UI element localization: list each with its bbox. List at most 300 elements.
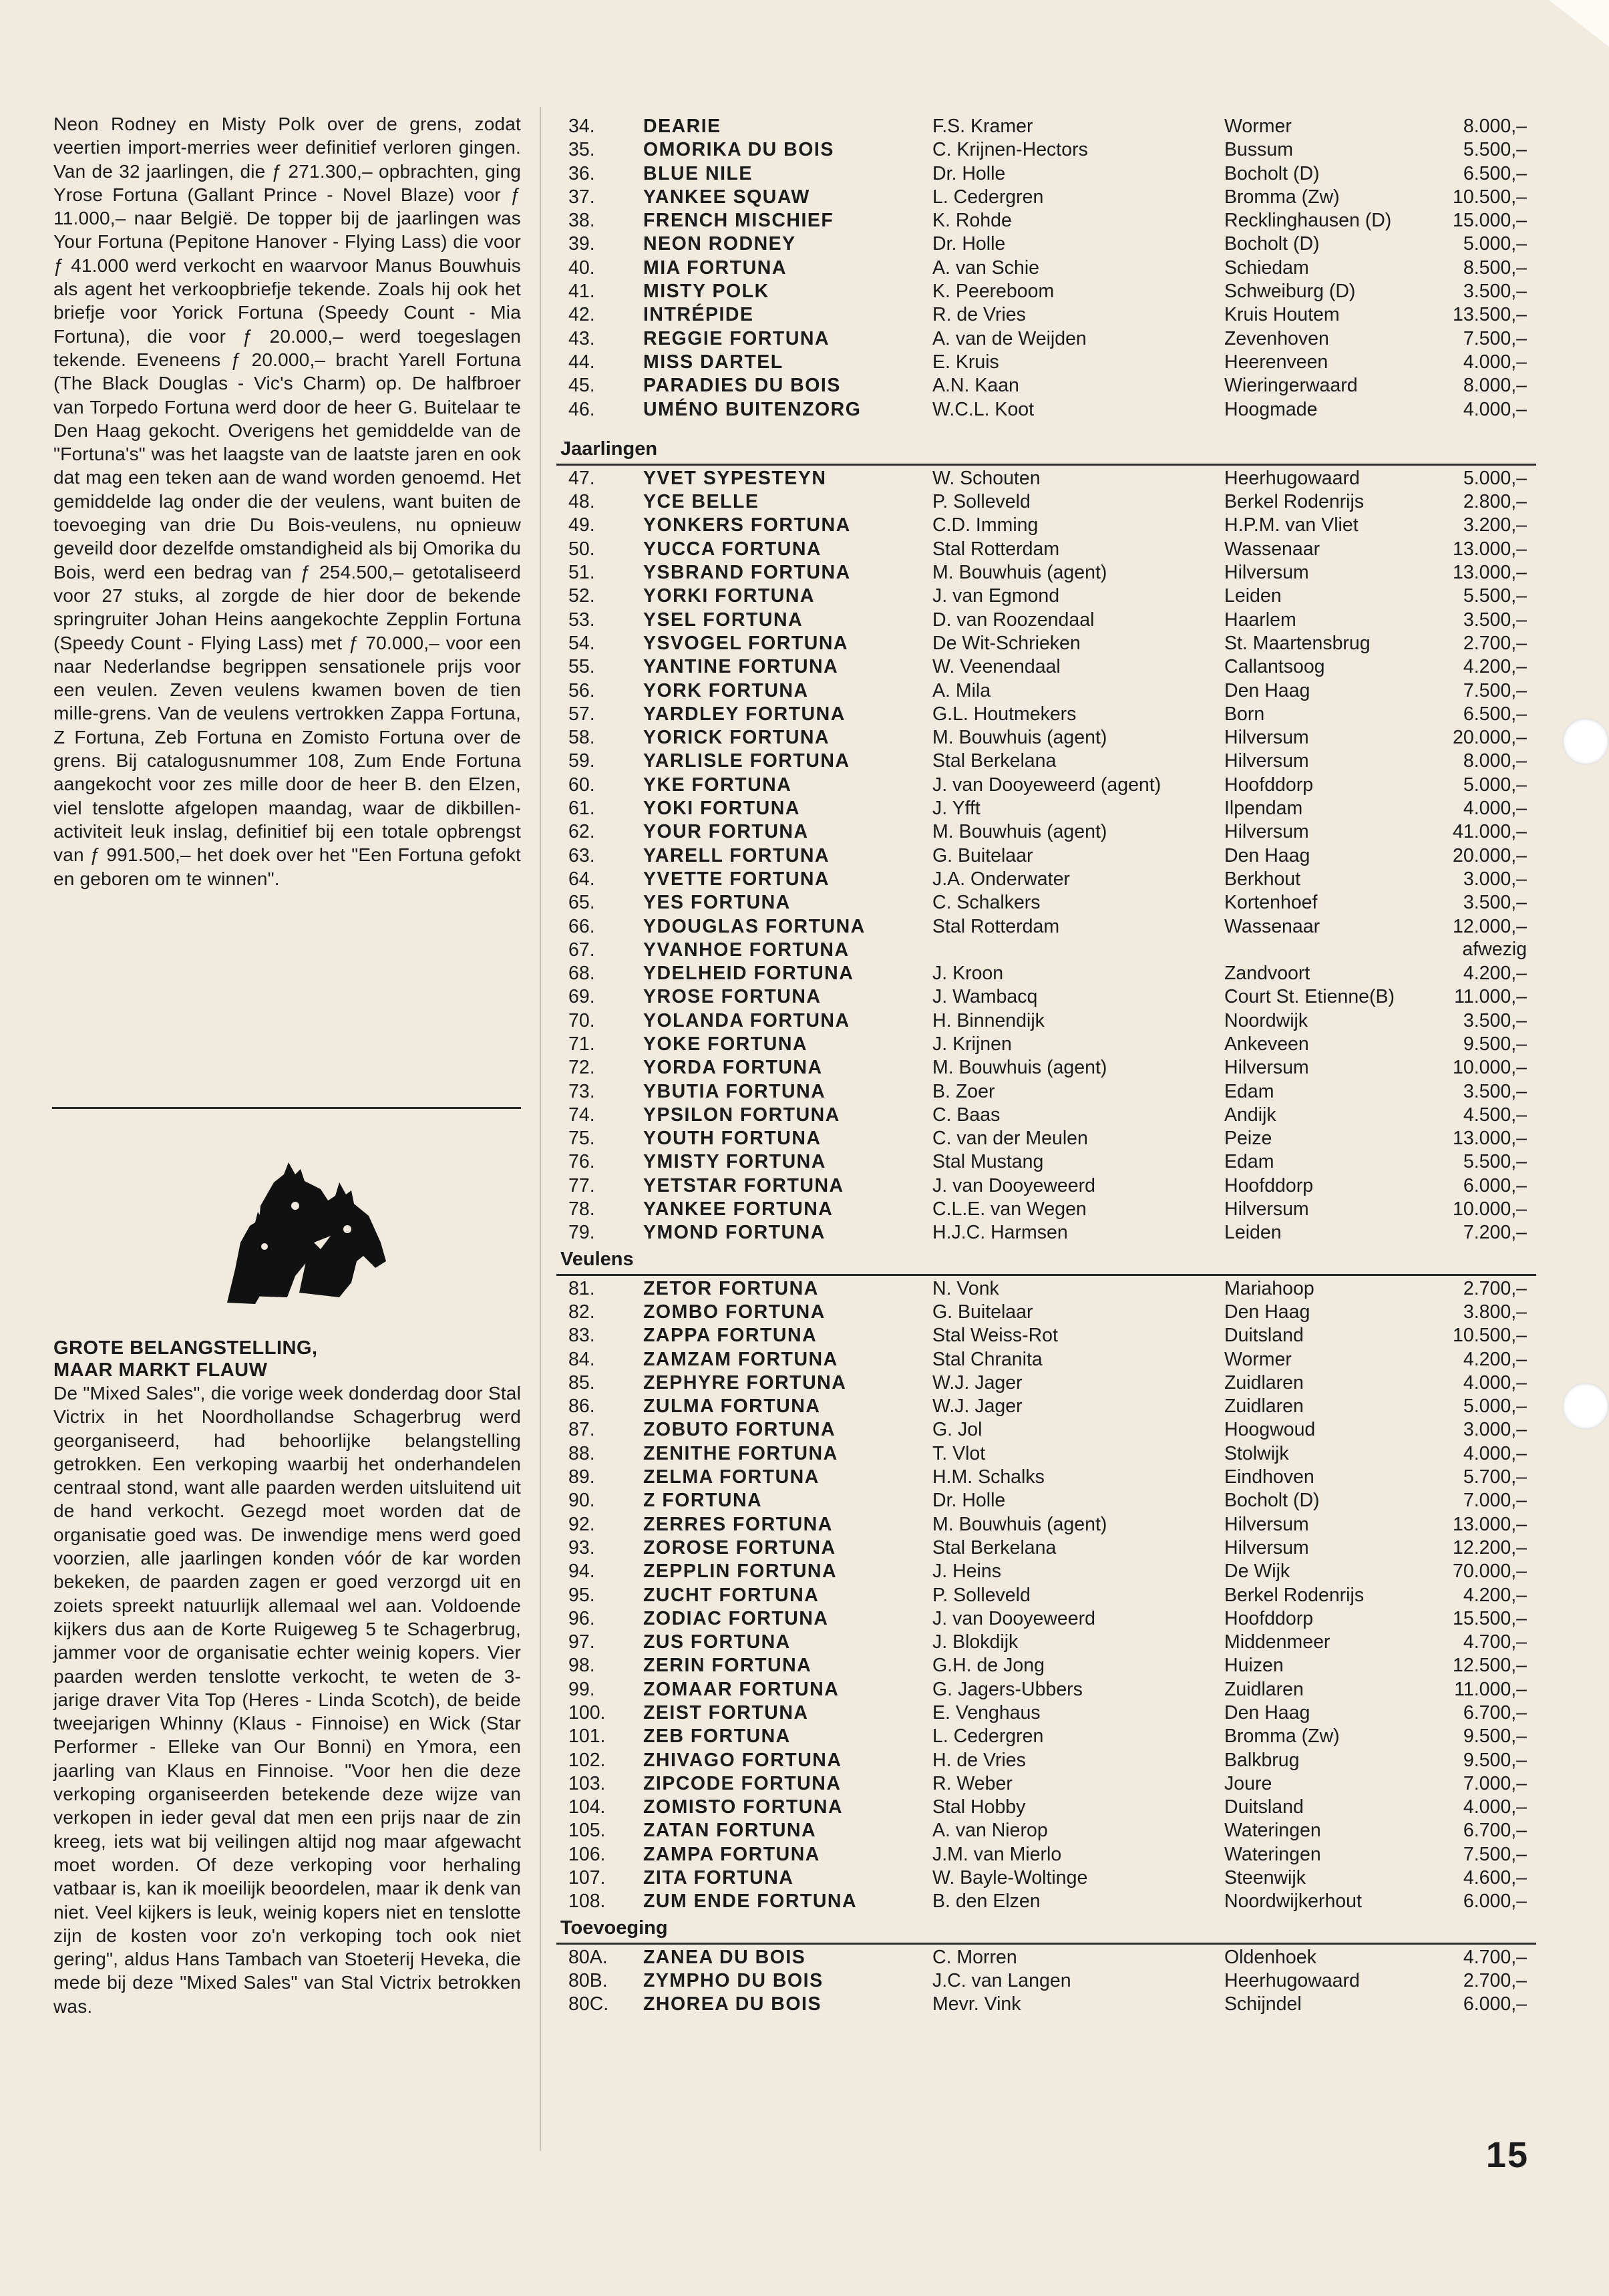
lot-number: 38. [568,210,595,232]
table-row [556,561,1536,585]
buyer-name: H. Binnendijk [932,1009,1045,1031]
sale-price: 4.200,– [1463,656,1527,678]
buyer-place: Edam [1224,1151,1274,1173]
horse-name: YOUR FORTUNA [643,821,809,843]
lot-number: 99. [568,1678,595,1700]
table-row [556,1033,1536,1056]
sale-price: 8.000,– [1463,375,1527,397]
buyer-name: Dr. Holle [932,233,1006,255]
sale-price: 7.000,– [1463,1490,1527,1512]
horse-name: ZENITHE FORTUNA [643,1442,838,1464]
lot-number: 106. [568,1843,606,1865]
buyer-place: Schweiburg (D) [1224,281,1356,303]
intro-text: Neon Rodney en Misty Polk over de grens, zodat veertien import-merries weer definitief verloren gingen. Van de 32 jaarlingen, die ƒ 271.300,– opbrachten, ging Yrose Fortuna (Gallant Prince - Novel Blaze) voor ƒ 11.000,– naar België. De topper bij de jaarlingen was Your Fortuna (Pepitone Hanover - Flying Lass) die voor ƒ 41.000 werd verkocht en waarvoor Manus Bouwhuis als agent het verkoopbriefje tekende. Zoals hij ook het briefje voor Yorick Fortuna (Speedy Count - Mia Fortuna), die voor ƒ 20.000,– werd toegeslagen tekende. Eveneens ƒ 20.000,– bracht Yarell Fortuna (The Black Douglas - Vic's Charm) op. De halfbroer van Torpedo Fortuna werd door de heer G. Buitelaar te Den Haag gekocht. Overigens het gemiddelde van de "Fortuna's" was het laagste van de laatste jaren en ook dat mag een teken aan de wand worden genoemd. Het gemiddelde lag onder die der veulens, want buiten de toevoeging van drie Du Bois-veulens, nu opnieuw geveild door dezelfde omstandigheid als bij Omorika du Bois, werd een bedrag van ƒ 254.500,– getotaliseerd voor 27 stuks, al zorgde de hier door de bekende springruiter Johan Heins aangekochte Zepplin Fortuna (Speedy Count - Flying Lass) met ƒ 70.000,– voor een naar Nederlandse begrippen sensationele prijs voor een veulen. Zeven veulens kwamen boven de tien mille-grens. Van de veulens vertrokken Zappa Fortuna, Z Fortuna, Zeb Fortuna en Zomisto Fortuna over de grens. Bij catalogusnummer 108, Zum Ende Fortuna aangekocht voor zes mille door de heer B. den Elzen, viel tenslotte afgelopen maandag, waar de dikbillen-activiteit leuk inslag, definitief bij een totale opbrengst van ƒ 991.500,– het doek over het "Een Fortuna gefokt en geboren om te winnen". [53,114,521,889]
sale-price: 10.500,– [1453,186,1527,208]
table-row [556,257,1536,280]
sale-price: 2.700,– [1463,632,1527,654]
table-row [556,1584,1536,1607]
horse-name: UMÉNO BUITENZORG [643,398,862,420]
buyer-place: Hoofddorp [1224,1607,1314,1629]
table-row [556,138,1536,162]
horse-name: ZUM ENDE FORTUNA [643,1891,858,1913]
table-row [556,538,1536,561]
table-row [556,1536,1536,1560]
buyer-name: C. Morren [932,1946,1017,1968]
sale-price: 4.700,– [1463,1946,1527,1968]
sale-price: 3.500,– [1463,1009,1527,1031]
buyer-place: Bromma (Zw) [1224,1726,1340,1748]
horse-name: YORDA FORTUNA [643,1057,823,1079]
buyer-name: W.J. Jager [932,1396,1023,1418]
lot-number: 46. [568,398,595,420]
table-row [556,280,1536,303]
buyer-name: J. Krijnen [932,1033,1012,1055]
buyer-name: C.D. Imming [932,514,1039,536]
buyer-place: Wassenaar [1224,538,1320,560]
buyer-place: Hoogwoud [1224,1419,1316,1441]
horse-name: ZOROSE FORTUNA [643,1536,836,1559]
horse-name: ZATAN FORTUNA [643,1820,817,1842]
buyer-place: Peize [1224,1128,1272,1150]
buyer-place: Duitsland [1224,1325,1304,1347]
lot-number: 43. [568,327,595,349]
horse-name: YES FORTUNA [643,892,791,914]
sale-price: 4.000,– [1463,1442,1527,1464]
buyer-place: Hilversum [1224,1513,1309,1535]
lot-number: 51. [568,562,595,584]
section-rule [556,464,1536,466]
sale-price: 4.000,– [1463,1796,1527,1818]
buyer-name: J. van Egmond [932,585,1060,607]
horse-name: MISS DARTEL [643,351,783,373]
table-row [556,1324,1536,1347]
horse-name: ZHOREA DU BOIS [643,1993,822,2015]
table-row [556,1946,1536,1969]
buyer-place: Noordwijk [1224,1009,1308,1031]
buyer-place: Leiden [1224,1222,1282,1244]
table-row [556,1221,1536,1245]
sale-price: 6.000,– [1463,1891,1527,1913]
section-rule [556,1274,1536,1276]
buyer-place: Heerhugowaard [1224,1969,1360,1991]
buyer-place: Zuidlaren [1224,1396,1304,1418]
horse-name: INTRÉPIDE [643,304,754,326]
horse-name: FRENCH MISCHIEF [643,210,834,232]
table-row [556,1348,1536,1371]
buyer-name: J. Wambacq [932,986,1038,1008]
lot-number: 64. [568,868,595,890]
buyer-name: Stal Rotterdam [932,538,1060,560]
sale-price: 6.500,– [1463,703,1527,725]
buyer-name: H.M. Schalks [932,1466,1045,1488]
lot-number: 54. [568,632,595,654]
horse-name: ZUS FORTUNA [643,1631,791,1653]
lot-number: 80B. [568,1969,608,1991]
buyer-place: Hilversum [1224,821,1309,843]
horse-name: YVETTE FORTUNA [643,868,830,890]
lot-number: 80A. [568,1946,608,1968]
horse-name: YPSILON FORTUNA [643,1104,840,1126]
buyer-name: A. Mila [932,679,991,701]
table-row [556,1993,1536,2016]
buyer-place: Stolwijk [1224,1442,1289,1464]
horse-name: ZIPCODE FORTUNA [643,1772,842,1794]
section-title: Toevoeging [560,1917,668,1939]
horse-name: YSEL FORTUNA [643,609,803,631]
buyer-name: K. Rohde [932,210,1012,232]
horse-name: ZETOR FORTUNA [643,1277,819,1299]
buyer-name: J. Kroon [932,963,1004,985]
horse-name: ZOMAAR FORTUNA [643,1678,840,1700]
buyer-place: Middenmeer [1224,1631,1330,1653]
lot-number: 87. [568,1419,595,1441]
table-row [556,1056,1536,1080]
sale-price: 7.500,– [1463,679,1527,701]
section-header [556,1245,1536,1277]
lot-number: 90. [568,1490,595,1512]
horse-name: YVANHOE FORTUNA [643,939,850,961]
table-row [556,1150,1536,1174]
table-row [556,655,1536,679]
buyer-name: G.L. Houtmekers [932,703,1077,725]
buyer-name: Stal Chranita [932,1348,1043,1370]
article-heading-1: GROTE BELANGSTELLING, [53,1337,318,1359]
buyer-place: Wormer [1224,116,1292,137]
buyer-name: L. Cedergren [932,186,1044,208]
horse-name: ZHIVAGO FORTUNA [643,1749,842,1771]
lot-number: 66. [568,915,595,937]
horse-name: ZOMBO FORTUNA [643,1301,826,1323]
sale-price: 10.500,– [1453,1325,1527,1347]
table-row [556,1631,1536,1654]
table-row [556,1560,1536,1583]
lot-number: 35. [568,139,595,161]
horse-name: ZYMPHO DU BOIS [643,1969,824,1991]
buyer-name: M. Bouwhuis (agent) [932,1513,1107,1535]
horse-name: YBUTIA FORTUNA [643,1080,826,1102]
lot-number: 79. [568,1222,595,1244]
table-row [556,1772,1536,1796]
lot-number: 97. [568,1631,595,1653]
sale-price: 41.000,– [1453,821,1527,843]
sale-price: 2.700,– [1463,1277,1527,1299]
lot-number: 82. [568,1301,595,1323]
lot-number: 101. [568,1726,606,1748]
sale-price: 11.000,– [1454,986,1527,1008]
buyer-name: Stal Mustang [932,1151,1044,1173]
buyer-place: Den Haag [1224,844,1310,866]
lot-number: 108. [568,1891,606,1913]
buyer-name: M. Bouwhuis (agent) [932,1057,1107,1079]
table-row [556,1418,1536,1442]
lot-number: 67. [568,939,595,961]
horse-name: REGGIE FORTUNA [643,327,830,349]
table-row [556,962,1536,985]
buyer-name: W.J. Jager [932,1371,1023,1393]
lot-number: 45. [568,375,595,397]
lot-number: 61. [568,798,595,820]
horse-name: YROSE FORTUNA [643,986,822,1008]
table-row [556,351,1536,374]
sale-price: 6.000,– [1463,1174,1527,1196]
buyer-name: P. Solleveld [932,1584,1031,1606]
horse-name: ZUCHT FORTUNA [643,1584,820,1606]
lot-number: 73. [568,1080,595,1102]
table-row [556,186,1536,209]
lot-number: 62. [568,821,595,843]
lot-number: 103. [568,1772,606,1794]
table-row [556,303,1536,327]
table-row [556,679,1536,703]
buyer-place: Den Haag [1224,1702,1310,1724]
buyer-place: St. Maartensbrug [1224,632,1371,654]
table-row [556,327,1536,351]
table-row [556,1843,1536,1866]
horse-heads-icon [220,1142,394,1316]
buyer-place: Noordwijkerhout [1224,1891,1362,1913]
lot-number: 41. [568,281,595,303]
absent-note: afwezig [1462,938,1527,960]
buyer-name: R. de Vries [932,304,1026,326]
table-row [556,585,1536,608]
table-row [556,1442,1536,1466]
horse-name: YVET SYPESTEYN [643,467,827,489]
lot-number: 85. [568,1371,595,1393]
horse-name: Z FORTUNA [643,1490,763,1512]
buyer-place: Schiedam [1224,257,1309,279]
sale-price: 4.000,– [1463,398,1527,420]
buyer-place: Steenwijk [1224,1867,1306,1889]
lot-number: 95. [568,1584,595,1606]
lot-number: 60. [568,774,595,796]
sale-price: 13.000,– [1453,1513,1527,1535]
buyer-name: Dr. Holle [932,1490,1006,1512]
sale-price: 15.500,– [1453,1607,1527,1629]
lot-number: 100. [568,1702,606,1724]
sale-price: 6.700,– [1463,1702,1527,1724]
table-row [556,1890,1536,1913]
buyer-place: Joure [1224,1772,1272,1794]
horse-name: YUCCA FORTUNA [643,538,822,560]
table-row [556,1489,1536,1512]
sale-price: 8.000,– [1463,750,1527,772]
table-row [556,1277,1536,1301]
sale-price: 3.200,– [1463,514,1527,536]
buyer-place: Wateringen [1224,1843,1321,1865]
sale-price: 3.000,– [1463,868,1527,890]
sale-price: 7.500,– [1463,1843,1527,1865]
buyer-place: De Wijk [1224,1561,1290,1583]
buyer-place: Kortenhoef [1224,892,1318,914]
table-row [556,1371,1536,1395]
buyer-name: G. Buitelaar [932,844,1033,866]
section-header [556,435,1536,467]
buyer-place: Den Haag [1224,679,1310,701]
lot-number: 86. [568,1396,595,1418]
sale-price: 10.000,– [1453,1198,1527,1220]
lot-number: 107. [568,1867,606,1889]
lot-number: 50. [568,538,595,560]
left-divider [52,1107,521,1109]
lot-number: 98. [568,1655,595,1677]
horse-name: ZAPPA FORTUNA [643,1325,818,1347]
sale-price: 9.500,– [1463,1033,1527,1055]
table-row [556,1654,1536,1677]
table-row [556,1796,1536,1819]
table-row [556,726,1536,750]
buyer-place: Kruis Houtem [1224,304,1340,326]
lot-number: 81. [568,1277,595,1299]
table-row [556,490,1536,514]
buyer-name: A. van Nierop [932,1820,1048,1842]
horse-name: YARELL FORTUNA [643,844,830,866]
sale-price: 3.500,– [1463,281,1527,303]
buyer-place: Schijndel [1224,1993,1302,2015]
horse-name: ZODIAC FORTUNA [643,1607,829,1629]
horse-name: ZULMA FORTUNA [643,1396,821,1418]
sale-price: 7.500,– [1463,327,1527,349]
sale-price: 13.000,– [1453,562,1527,584]
page-number: 15 [1485,2135,1529,2175]
sale-price: 12.000,– [1453,915,1527,937]
sale-price: 2.800,– [1463,491,1527,513]
sale-price: 6.500,– [1463,162,1527,184]
section-header [556,1914,1536,1946]
sale-price: 3.000,– [1463,1419,1527,1441]
buyer-place: Zandvoort [1224,963,1310,985]
buyer-place: Edam [1224,1080,1274,1102]
horse-name: MIA FORTUNA [643,257,787,279]
sale-price: 4.000,– [1463,351,1527,373]
horse-name: MISTY POLK [643,281,769,303]
buyer-name: F.S. Kramer [932,116,1033,137]
lot-number: 78. [568,1198,595,1220]
buyer-name: Stal Hobby [932,1796,1026,1818]
buyer-name: M. Bouwhuis (agent) [932,821,1107,843]
sale-price: 3.800,– [1463,1301,1527,1323]
table-row [556,1174,1536,1198]
buyer-place: Berkel Rodenrijs [1224,491,1365,513]
table-row [556,1104,1536,1127]
buyer-place: Born [1224,703,1265,725]
sale-price: 11.000,– [1454,1678,1527,1700]
sale-price: 4.200,– [1463,1348,1527,1370]
lot-number: 105. [568,1820,606,1842]
buyer-place: Haarlem [1224,609,1296,631]
sale-price: 20.000,– [1453,844,1527,866]
horse-name: BLUE NILE [643,162,753,184]
lot-number: 34. [568,116,595,137]
buyer-place: Wormer [1224,1348,1292,1370]
sale-price: 9.500,– [1463,1726,1527,1748]
lot-number: 88. [568,1442,595,1464]
folded-corner [1549,0,1609,47]
sale-price: 5.500,– [1463,585,1527,607]
sale-price: 4.500,– [1463,1104,1527,1126]
horse-name: ZITA FORTUNA [643,1867,794,1889]
table-row [556,232,1536,256]
lot-number: 40. [568,257,595,279]
buyer-place: Heerenveen [1224,351,1328,373]
lot-number: 59. [568,750,595,772]
buyer-name: A.N. Kaan [932,375,1019,397]
horse-name: YMISTY FORTUNA [643,1151,826,1173]
buyer-place: Hilversum [1224,727,1309,749]
buyer-name: Dr. Holle [932,162,1006,184]
buyer-name: J. van Dooyeweerd [932,1174,1095,1196]
sale-price: 4.200,– [1463,963,1527,985]
lot-number: 77. [568,1174,595,1196]
lot-number: 70. [568,1009,595,1031]
horse-name: ZOBUTO FORTUNA [643,1419,836,1441]
horse-name: YDOUGLAS FORTUNA [643,915,866,937]
sale-price: 13.500,– [1453,304,1527,326]
horse-name: YOKI FORTUNA [643,798,800,820]
section-rule [556,1943,1536,1945]
horse-name: YANKEE SQUAW [643,186,810,208]
sale-price: 3.500,– [1463,892,1527,914]
buyer-place: Wieringerwaard [1224,375,1358,397]
punch-hole [1562,1383,1609,1430]
buyer-name: J. van Dooyeweerd [932,1607,1095,1629]
buyer-name: G. Jagers-Ubbers [932,1678,1083,1700]
buyer-name: G. Jol [932,1419,982,1441]
table-row [556,820,1536,844]
buyer-name: H. de Vries [932,1749,1026,1771]
sale-price: 10.000,– [1453,1057,1527,1079]
horse-name: NEON RODNEY [643,233,796,255]
horse-name: ZEPHYRE FORTUNA [643,1371,847,1393]
table-row [556,609,1536,632]
lot-number: 74. [568,1104,595,1126]
table-row [556,1819,1536,1842]
buyer-name: M. Bouwhuis (agent) [932,562,1107,584]
table-row [556,774,1536,797]
sale-price: 7.200,– [1463,1222,1527,1244]
sale-price: 8.500,– [1463,257,1527,279]
buyer-name: C. van der Meulen [932,1128,1088,1150]
horse-name: YARDLEY FORTUNA [643,703,846,725]
buyer-name: Stal Rotterdam [932,915,1060,937]
buyer-name: W. Bayle-Woltinge [932,1867,1088,1889]
lot-number: 104. [568,1796,606,1818]
horse-name: YCE BELLE [643,491,759,513]
lot-number: 65. [568,892,595,914]
lot-number: 53. [568,609,595,631]
sale-price: 3.500,– [1463,609,1527,631]
table-row [556,1678,1536,1701]
buyer-name: J. van Dooyeweerd (agent) [932,774,1161,796]
buyer-place: Hilversum [1224,1057,1309,1079]
horse-name: YDELHEID FORTUNA [643,963,854,985]
buyer-name: J. Heins [932,1561,1001,1583]
table-row [556,1866,1536,1890]
buyer-place: Duitsland [1224,1796,1304,1818]
lot-number: 96. [568,1607,595,1629]
buyer-name: Stal Berkelana [932,750,1057,772]
sale-price: 15.000,– [1453,210,1527,232]
sale-price: 5.000,– [1463,233,1527,255]
lot-number: 49. [568,514,595,536]
horse-name: YMOND FORTUNA [643,1222,826,1244]
table-row [556,985,1536,1009]
sale-price: 6.000,– [1463,1993,1527,2015]
table-row [556,868,1536,891]
buyer-name: J. Blokdijk [932,1631,1019,1653]
horse-name: OMORIKA DU BOIS [643,139,834,161]
lot-number: 47. [568,467,595,489]
article-body: De "Mixed Sales", die vorige week donderdag door Stal Victrix in het Noordhollandse Schagerbrug werd georganiseerd, had behoorlijke belangstelling getrokken. Een verkoping waarbij het onderhandelen centraal stond, want alle paarden werden uitsluitend uit de hand verkocht. Gezegd moet worden dat de organisatie goed was. De inwendige mens werd goed voorzien, alle jaarlingen konden vóór de kar worden bekeken, de paarden zagen er goed verzorgd uit en zoiets spreekt natuurlijk allemaal wel aan. Voldoende kijkers dus aan de Korte Ruigeweg 5 te Schagerbrug, jammer voor de organisatie echter weinig kopers. Vier paarden werden tenslotte verkocht, te weten de 3-jarige draver Vita Top (Heres - Linda Scotch), de beide tweejarigen Whinny (Klaus - Finnoise) en Wick (Star Performer - Elleke van Our Bonni) en Ymora, een jaarling van Klaus en Finnoise. "Voor hen die deze verkoping organiseerden betekende deze wijze van verkopen in ieder geval dat men een prijs naar de zin kreeg, iets wat bij veilingen altijd nog maar afgewacht moet worden. Of deze verkoping voor herhaling vatbaar is, kan ik moeilijk beoordelen, maar ik denk van niet. Veel kijkers is leuk, weinig kopers niet en tenslotte zijn de kosten voor zo'n verkoping toch ook niet gering", aldus Hans Tambach van Stoeterij Heveka, die mede bij deze "Mixed Sales" van Stal Victrix betrokken was. [53,1383,521,2017]
